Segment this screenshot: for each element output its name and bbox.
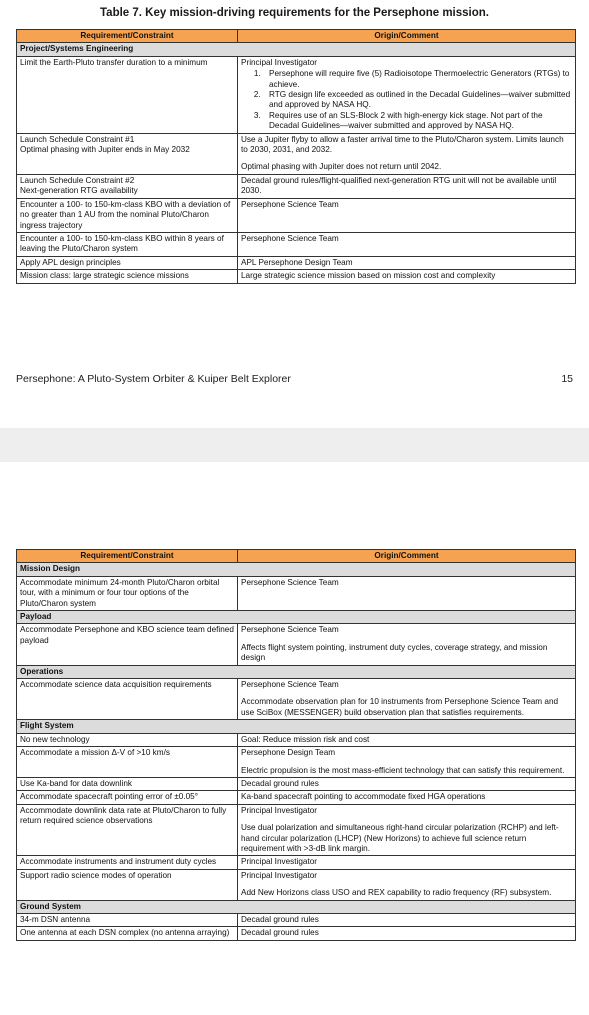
- section-row: [17, 665, 576, 678]
- requirements-table-part2: [16, 549, 576, 941]
- requirement-cell: No new technology: [17, 733, 238, 746]
- origin-numbered-list: [241, 69, 572, 131]
- requirement-cell: One antenna at each DSN complex (no antenna arraying): [17, 927, 238, 940]
- section-title: Operations: [17, 665, 576, 678]
- table-row: [17, 56, 576, 133]
- requirement-cell: Encounter a 100- to 150-km-class KBO within 8 years of leaving the Pluto/Charon system: [17, 232, 238, 256]
- origin-text: Add New Horizons class USO and REX capability to radio frequency (RF) subsystem.: [241, 888, 552, 898]
- origin-cell: Ka-band spacecraft pointing to accommodate fixed HGA operations: [238, 791, 576, 804]
- table-row: [17, 133, 576, 174]
- section-title: Payload: [17, 611, 576, 624]
- origin-cell: [238, 747, 576, 778]
- origin-cell: [238, 56, 576, 133]
- origin-cell: Persephone Science Team: [238, 198, 576, 232]
- table-row: [17, 624, 576, 665]
- table-row: [17, 733, 576, 746]
- requirement-cell: Support radio science modes of operation: [17, 869, 238, 900]
- origin-text: Optimal phasing with Jupiter does not return until 2042.: [241, 162, 442, 172]
- requirement-cell: Accommodate spacecraft pointing error of ±0.05°: [17, 791, 238, 804]
- table-row: [17, 232, 576, 256]
- origin-cell: Persephone Science Team: [238, 576, 576, 610]
- table-row: [17, 270, 576, 283]
- page-separator: [0, 428, 589, 462]
- section-row: [17, 563, 576, 576]
- footer-title: Persephone: A Pluto-System Orbiter & Kuiper Belt Explorer: [16, 373, 291, 385]
- origin-text: Persephone Science Team: [241, 680, 339, 690]
- requirement-cell: Use Ka-band for data downlink: [17, 777, 238, 790]
- table-row: [17, 174, 576, 198]
- origin-cell: [238, 624, 576, 665]
- table-row: [17, 856, 576, 869]
- origin-cell: Decadal ground rules: [238, 927, 576, 940]
- origin-cell: Persephone Science Team: [238, 232, 576, 256]
- table-caption: Table 7. Key mission-driving requirements for the Persephone mission.: [100, 7, 489, 19]
- requirement-cell: 34-m DSN antenna: [17, 913, 238, 926]
- table-row: [17, 927, 576, 940]
- section-row: [17, 43, 576, 56]
- requirement-text: Next-generation RTG availability: [20, 186, 138, 196]
- origin-text: Principal Investigator: [241, 870, 317, 880]
- origin-text: Accommodate observation plan for 10 instruments from Persephone Science Team and use SciBox (MESSENGER) build observation plan that satisfies requirements.: [241, 697, 559, 717]
- table-row: [17, 869, 576, 900]
- origin-cell: Large strategic science mission based on mission cost and complexity: [238, 270, 576, 283]
- origin-cell: Goal: Reduce mission risk and cost: [238, 733, 576, 746]
- table-header-row: [17, 550, 576, 563]
- requirement-cell: Accommodate a mission Δ-V of >10 km/s: [17, 747, 238, 778]
- table-row: [17, 679, 576, 720]
- requirement-cell: Encounter a 100- to 150-km-class KBO with a deviation of no greater than 1 AU from the nominal Pluto/Charon ingress trajectory: [17, 198, 238, 232]
- origin-text: Affects flight system pointing, instrument duty cycles, coverage strategy, and mission design: [241, 642, 548, 663]
- section-row: [17, 900, 576, 913]
- section-title: Mission Design: [17, 563, 576, 576]
- section-title: Flight System: [17, 720, 576, 733]
- table-row: [17, 804, 576, 856]
- origin-cell: Principal Investigator: [238, 856, 576, 869]
- origin-text: Use dual polarization and simultaneous right-hand circular polarization (RCHP) and left-hand circular polarization (LHCP) (New Horizons) to achieve full science return requirement with >3-dB link margin.: [241, 823, 559, 853]
- origin-text: Persephone Science Team: [241, 625, 339, 635]
- requirement-text: Launch Schedule Constraint #2: [20, 175, 135, 185]
- table-row: [17, 913, 576, 926]
- origin-cell: [238, 869, 576, 900]
- table-row: [17, 576, 576, 610]
- section-row: [17, 611, 576, 624]
- requirements-table-part1: [16, 29, 576, 284]
- origin-text: Principal Investigator: [241, 805, 317, 815]
- header-origin: Origin/Comment: [238, 550, 576, 563]
- requirement-cell: [17, 133, 238, 174]
- origin-text: Electric propulsion is the most mass-efficient technology that can satisfy this requirement.: [241, 765, 565, 775]
- list-item: 2. RTG design life exceeded as outlined in the Decadal Guidelines—waiver submitted and approved by NASA HQ.: [263, 90, 572, 111]
- section-row: [17, 720, 576, 733]
- origin-cell: [238, 174, 576, 198]
- requirement-cell: Mission class: large strategic science missions: [17, 270, 238, 283]
- section-title: Project/Systems Engineering: [17, 43, 576, 56]
- document-page-16: [0, 462, 589, 1015]
- list-item: 1. Persephone will require five (5) Radioisotope Thermoelectric Generators (RTGs) to achieve.: [263, 69, 572, 90]
- origin-text: Use a Jupiter flyby to allow a faster arrival time to the Pluto/Charon system. Limits launch to 2030, 2031, and 2032.: [241, 134, 564, 155]
- document-page-15: [0, 0, 589, 428]
- origin-cell: [238, 679, 576, 720]
- origin-cell: [238, 133, 576, 174]
- origin-text: Persephone Design Team: [241, 748, 336, 758]
- requirement-cell: Accommodate minimum 24-month Pluto/Charon orbital tour, with a minimum or four tour options of the Pluto/Charon system: [17, 576, 238, 610]
- table-row: [17, 256, 576, 269]
- requirement-cell: [17, 56, 238, 133]
- table-row: [17, 747, 576, 778]
- requirement-text: Launch Schedule Constraint #1: [20, 134, 135, 144]
- origin-cell: Decadal ground rules: [238, 777, 576, 790]
- requirement-cell: Accommodate science data acquisition requirements: [17, 679, 238, 720]
- requirement-cell: Accommodate downlink data rate at Pluto/Charon to fully return required science observations: [17, 804, 238, 856]
- header-requirement: Requirement/Constraint: [17, 30, 238, 43]
- origin-cell: [238, 804, 576, 856]
- requirement-cell: Accommodate instruments and instrument duty cycles: [17, 856, 238, 869]
- page-number: 15: [561, 373, 573, 385]
- requirement-text: Optimal phasing with Jupiter ends in May 2032: [20, 145, 190, 155]
- table-row: [17, 198, 576, 232]
- requirement-cell: Apply APL design principles: [17, 256, 238, 269]
- origin-text: Principal Investigator: [241, 57, 317, 67]
- table-header-row: [17, 30, 576, 43]
- section-title: Ground System: [17, 900, 576, 913]
- requirement-cell: Accommodate Persephone and KBO science team defined payload: [17, 624, 238, 665]
- origin-text: Decadal ground rules/flight-qualified next-generation RTG unit will not be available until 2030.: [241, 175, 557, 196]
- origin-cell: APL Persephone Design Team: [238, 256, 576, 269]
- requirement-cell: [17, 174, 238, 198]
- list-item: 3. Requires use of an SLS-Block 2 with high-energy kick stage. Not part of the Decadal Guidelines—waiver submitted and approved by NASA HQ.: [263, 111, 572, 132]
- header-origin: Origin/Comment: [238, 30, 576, 43]
- header-requirement: Requirement/Constraint: [17, 550, 238, 563]
- origin-cell: Decadal ground rules: [238, 913, 576, 926]
- table-row: [17, 777, 576, 790]
- requirement-text: Limit the Earth-Pluto transfer duration to a minimum: [20, 57, 208, 67]
- table-row: [17, 791, 576, 804]
